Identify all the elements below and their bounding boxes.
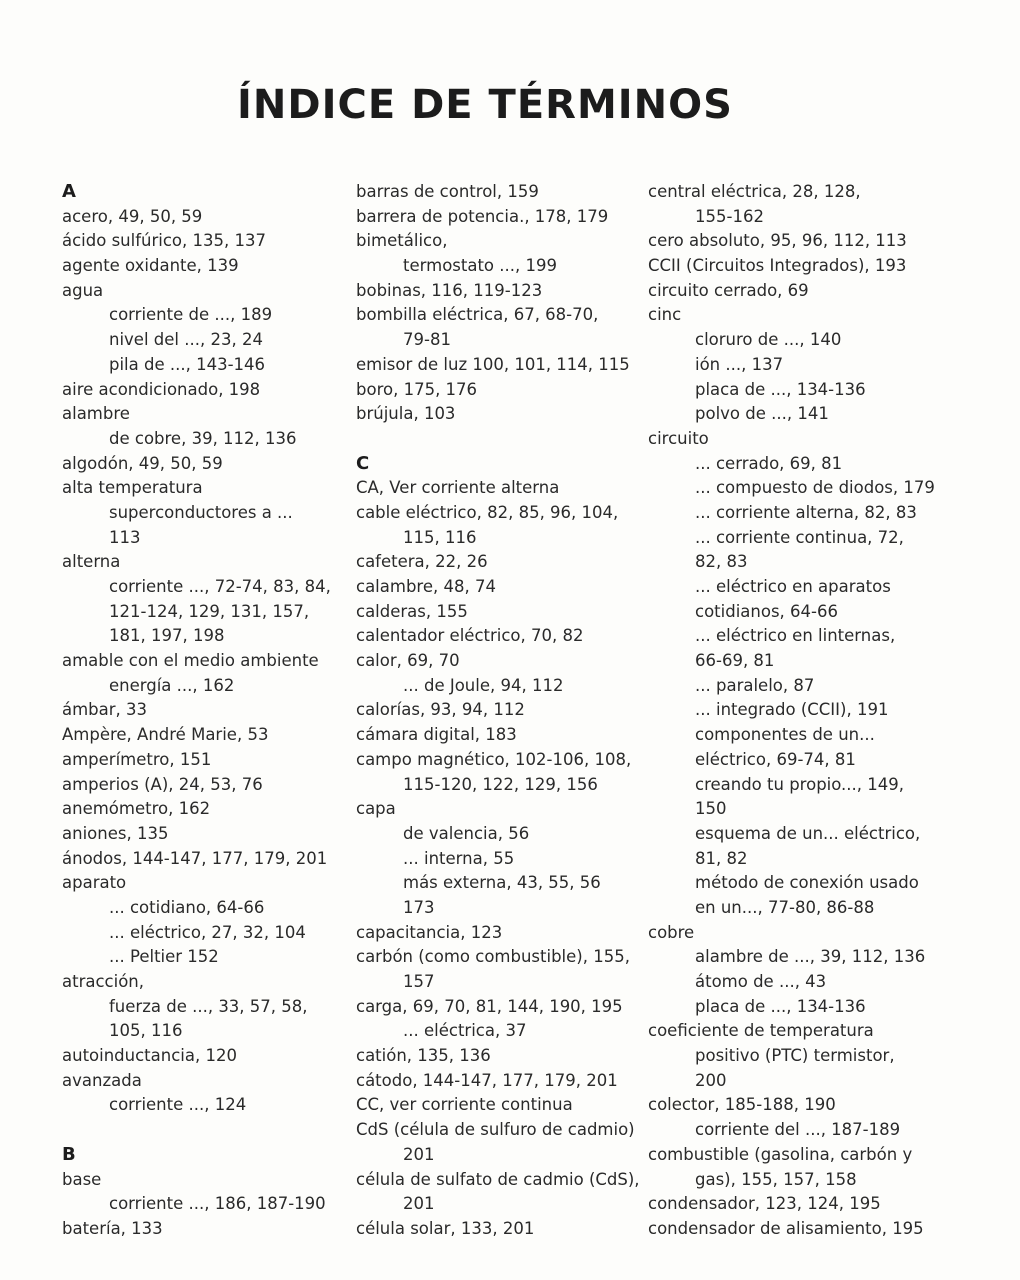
index-subentry: 173 bbox=[403, 897, 435, 917]
index-subentry: ... integrado (CCII), 191 bbox=[695, 700, 889, 720]
index-subentry: creando tu propio..., 149, bbox=[695, 774, 905, 794]
index-entry: carbón (como combustible), 155, bbox=[356, 947, 630, 967]
index-subentry: ... compuesto de diodos, 179 bbox=[695, 478, 935, 498]
index-entry: CA, Ver corriente alterna bbox=[356, 478, 560, 498]
index-subentry: energía ..., 162 bbox=[109, 675, 235, 695]
index-entry: amperios (A), 24, 53, 76 bbox=[62, 774, 263, 794]
index-subentry: 79-81 bbox=[403, 330, 451, 350]
index-entry: calambre, 48, 74 bbox=[356, 577, 496, 596]
index-subentry: cloruro de ..., 140 bbox=[695, 330, 842, 350]
index-entry: catión, 135, 136 bbox=[356, 1046, 491, 1066]
index-entry: boro, 175, 176 bbox=[356, 379, 478, 399]
index-entry: algodón, 49, 50, 59 bbox=[62, 453, 223, 473]
index-entry: alterna bbox=[62, 552, 121, 572]
index-subentry: ión ..., 137 bbox=[695, 354, 784, 374]
index-subentry: corriente de ..., 189 bbox=[109, 305, 273, 325]
index-entry: ámbar, 33 bbox=[62, 700, 148, 720]
index-subentry: cotidianos, 64-66 bbox=[695, 601, 838, 621]
index-entry: ácido sulfúrico, 135, 137 bbox=[62, 231, 266, 251]
index-subentry: ... interna, 55 bbox=[403, 848, 515, 868]
index-entry: amable con el medio ambiente bbox=[62, 651, 319, 671]
index-subentry: 115-120, 122, 129, 156 bbox=[403, 774, 598, 794]
index-subentry: nivel del ..., 23, 24 bbox=[109, 330, 263, 350]
index-entry: colector, 185-188, 190 bbox=[648, 1095, 836, 1115]
index-subentry: 201 bbox=[403, 1144, 435, 1164]
index-subentry: superconductores a ... bbox=[109, 502, 293, 522]
index-subentry: en un..., 77-80, 86-88 bbox=[695, 897, 875, 917]
index-subentry: 115, 116 bbox=[403, 527, 477, 547]
index-entry: cero absoluto, 95, 96, 112, 113 bbox=[648, 231, 907, 251]
index-entry: CdS (célula de sulfuro de cadmio) bbox=[356, 1120, 635, 1140]
index-subentry: 201 bbox=[403, 1194, 435, 1214]
index-subentry: ... Peltier 152 bbox=[109, 947, 219, 967]
index-subentry: gas), 155, 157, 158 bbox=[695, 1169, 857, 1189]
index-entry: bombilla eléctrica, 67, 68-70, bbox=[356, 305, 599, 325]
index-entry: calorías, 93, 94, 112 bbox=[356, 700, 525, 720]
index-subentry: corriente ..., 124 bbox=[109, 1095, 247, 1115]
index-entry: cobre bbox=[648, 922, 695, 942]
index-entry: calderas, 155 bbox=[356, 601, 468, 621]
index-subentry: polvo de ..., 141 bbox=[695, 404, 829, 424]
index-entry: calentador eléctrico, 70, 82 bbox=[356, 626, 584, 646]
index-entry: circuito bbox=[648, 428, 709, 448]
index-subentry: positivo (PTC) termistor, bbox=[695, 1046, 895, 1066]
index-entry: brújula, 103 bbox=[356, 404, 456, 424]
index-column-3 bbox=[648, 180, 948, 1242]
index-entry: coeficiente de temperatura bbox=[648, 1021, 874, 1041]
index-subentry: corriente ..., 186, 187-190 bbox=[109, 1194, 326, 1214]
index-subentry: 66-69, 81 bbox=[695, 651, 775, 671]
page-title: ÍNDICE DE TÉRMINOS bbox=[237, 82, 733, 128]
index-entry: célula de sulfato de cadmio (CdS), bbox=[356, 1169, 640, 1189]
index-subentry: de valencia, 56 bbox=[403, 823, 530, 843]
index-entry: CCII (Circuitos Integrados), 193 bbox=[648, 256, 907, 276]
index-subentry: método de conexión usado bbox=[695, 873, 919, 893]
index-entry: avanzada bbox=[62, 1070, 142, 1090]
index-entry: cable eléctrico, 82, 85, 96, 104, bbox=[356, 502, 619, 522]
index-entry: aparato bbox=[62, 873, 127, 893]
index-entry: cinc bbox=[648, 305, 682, 325]
section-letter: B bbox=[62, 1143, 76, 1165]
index-entry: central eléctrica, 28, 128, bbox=[648, 182, 861, 201]
index-entry: bobinas, 116, 119-123 bbox=[356, 280, 543, 300]
index-subentry: 81, 82 bbox=[695, 848, 748, 868]
index-subentry: ... eléctrico en linternas, bbox=[695, 626, 896, 646]
index-subentry: componentes de un... bbox=[695, 725, 875, 745]
index-entry: célula solar, 133, 201 bbox=[356, 1218, 535, 1238]
index-entry: batería, 133 bbox=[62, 1218, 163, 1238]
index-entry: aniones, 135 bbox=[62, 823, 169, 843]
index-entry: capa bbox=[356, 799, 396, 819]
index-subentry: ... cerrado, 69, 81 bbox=[695, 453, 843, 473]
index-subentry: ... eléctrico en aparatos bbox=[695, 577, 891, 596]
index-entry: circuito cerrado, 69 bbox=[648, 280, 809, 300]
index-subentry: termostato ..., 199 bbox=[403, 256, 557, 276]
index-entry: agente oxidante, 139 bbox=[62, 256, 239, 276]
index-entry: capacitancia, 123 bbox=[356, 922, 503, 942]
index-entry: base bbox=[62, 1169, 102, 1189]
index-subentry: 121-124, 129, 131, 157, bbox=[109, 601, 310, 621]
index-column-1 bbox=[62, 180, 332, 1242]
index-subentry: de cobre, 39, 112, 136 bbox=[109, 428, 297, 448]
index-subentry: más externa, 43, 55, 56 bbox=[403, 873, 601, 893]
index-subentry: alambre de ..., 39, 112, 136 bbox=[695, 947, 926, 967]
index-entry: aire acondicionado, 198 bbox=[62, 379, 261, 399]
index-subentry: eléctrico, 69-74, 81 bbox=[695, 749, 856, 769]
index-entry: autoinductancia, 120 bbox=[62, 1046, 237, 1066]
index-entry: condensador de alisamiento, 195 bbox=[648, 1218, 924, 1238]
section-letter: A bbox=[62, 181, 76, 202]
index-entry: alta temperatura bbox=[62, 478, 203, 498]
index-subentry: ... corriente alterna, 82, 83 bbox=[695, 502, 917, 522]
index-subentry: ... eléctrico, 27, 32, 104 bbox=[109, 922, 306, 942]
index-entry: carga, 69, 70, 81, 144, 190, 195 bbox=[356, 996, 623, 1016]
index-subentry: átomo de ..., 43 bbox=[695, 972, 827, 991]
index-entry: cámara digital, 183 bbox=[356, 725, 517, 745]
index-subentry: 155-162 bbox=[695, 206, 764, 226]
index-subentry: placa de ..., 134-136 bbox=[695, 379, 866, 399]
index-entry: amperímetro, 151 bbox=[62, 749, 212, 769]
index-subentry: esquema de un... eléctrico, bbox=[695, 823, 921, 843]
index-subentry: ... paralelo, 87 bbox=[695, 675, 815, 695]
index-entry: Ampère, André Marie, 53 bbox=[62, 725, 269, 745]
index-subentry: 82, 83 bbox=[695, 552, 748, 572]
index-entry: combustible (gasolina, carbón y bbox=[648, 1144, 913, 1164]
index-subentry: 200 bbox=[695, 1070, 727, 1090]
index-entry: campo magnético, 102-106, 108, bbox=[356, 749, 632, 769]
index-entry: cátodo, 144-147, 177, 179, 201 bbox=[356, 1070, 618, 1090]
index-entry: ánodos, 144-147, 177, 179, 201 bbox=[62, 848, 328, 868]
index-subentry: fuerza de ..., 33, 57, 58, bbox=[109, 996, 308, 1016]
index-subentry: ... corriente continua, 72, bbox=[695, 527, 904, 547]
index-entry: emisor de luz 100, 101, 114, 115 bbox=[356, 354, 630, 374]
index-entry: CC, ver corriente continua bbox=[356, 1095, 573, 1115]
index-entry: anemómetro, 162 bbox=[62, 799, 211, 819]
section-gap bbox=[356, 427, 631, 452]
index-subentry: ... eléctrica, 37 bbox=[403, 1021, 527, 1041]
index-subentry: pila de ..., 143-146 bbox=[109, 354, 266, 374]
section-gap bbox=[62, 1118, 332, 1143]
index-subentry: ... cotidiano, 64-66 bbox=[109, 897, 265, 917]
index-subentry: 113 bbox=[109, 527, 141, 547]
index-entry: barras de control, 159 bbox=[356, 182, 539, 201]
section-letter: C bbox=[356, 452, 370, 474]
index-subentry: 150 bbox=[695, 799, 727, 819]
index-entry: barrera de potencia., 178, 179 bbox=[356, 206, 609, 226]
index-entry: acero, 49, 50, 59 bbox=[62, 206, 203, 226]
index-subentry: 181, 197, 198 bbox=[109, 626, 225, 646]
index-entry: alambre bbox=[62, 404, 130, 424]
index-subentry: placa de ..., 134-136 bbox=[695, 996, 866, 1016]
index-column-2 bbox=[356, 180, 640, 1242]
index-entry: calor, 69, 70 bbox=[356, 651, 460, 671]
index-entry: atracción, bbox=[62, 972, 145, 991]
index-subentry: 105, 116 bbox=[109, 1021, 183, 1041]
index-subentry: 157 bbox=[403, 972, 435, 991]
index-entry: cafetera, 22, 26 bbox=[356, 552, 488, 572]
index-subentry: corriente del ..., 187-189 bbox=[695, 1120, 901, 1140]
index-entry: condensador, 123, 124, 195 bbox=[648, 1194, 881, 1214]
index-subentry: ... de Joule, 94, 112 bbox=[403, 675, 564, 695]
index-entry: agua bbox=[62, 280, 104, 300]
index-subentry: corriente ..., 72-74, 83, 84, bbox=[109, 577, 331, 596]
index-entry: bimetálico, bbox=[356, 231, 448, 251]
